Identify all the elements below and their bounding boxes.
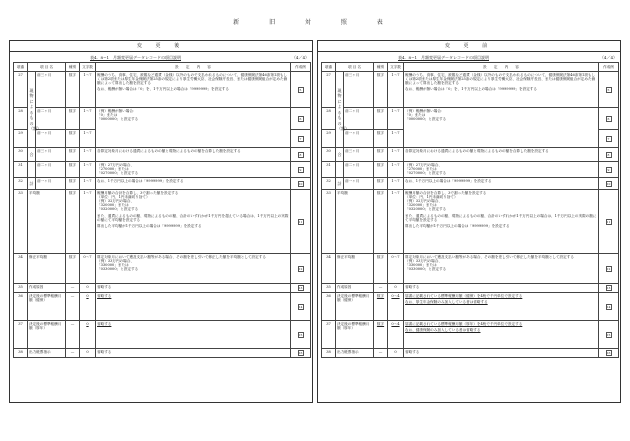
example-ref[interactable]: 10: [606, 181, 611, 186]
table-title: 表4．8−1 月額変更届データレコードの項目説明: [398, 55, 489, 60]
table-row: 37 決定後の標準報酬月額（厚年） 数字 0〜4 届書に記載されている標準報酬月額（厚年）を4桁で千円単位で設定する なお、健康保険のみ加入している者は省略する 15: [322, 321, 619, 349]
table-row: 28 前二ヶ月 数字 1〜7 （例）報酬が無い場合： 「0」または 「0000000」と設定する 6: [14, 108, 311, 130]
example-ref[interactable]: 15: [298, 332, 303, 337]
example-ref[interactable]: 6: [298, 116, 304, 122]
table-row: 27 現物によるもの（額） 前三ヶ月 数字 1〜7 報酬のうち、食事、住宅、被服など通貨（金銭）以外のもので支払われるものについて、健康保険法第46条第1項もしくは第2項または厚生年金保険法第25条の規定により厚生労働大臣、社会保険庁長官、または健康保険組合が定めた価額によって算出した額を設定する なお、報酬が無い場合は「0」を、1千万円以上の場合は「9999999」を設定する 5: [322, 72, 619, 108]
group-label: 現物によるもの（額）: [336, 72, 344, 148]
table-row: 35 作成原因 — 0 省略する 13: [322, 284, 619, 293]
table-row: 34 修正平均額 数字 0〜7 算定対象月において遡及支払い額等がある場合、その額を差し引いて修正した額を平均額として設定する （例）33万円の場合、 「330000」または 「0330000」と設定する 12: [322, 254, 619, 284]
page-number: （4／4）: [599, 55, 617, 60]
table-row: 38 出力帳票指示 — 0 省略する 16: [322, 349, 619, 358]
example-ref[interactable]: 5: [298, 87, 304, 93]
table-row: 31 前二ヶ月 数字 1〜7 （例）27万円の場合、 「270000」または 「0270000」と設定する 9: [14, 162, 311, 178]
example-ref[interactable]: 15: [606, 332, 611, 337]
col-len: 文字数: [80, 63, 96, 72]
panel-header: 変 更 後: [10, 41, 312, 52]
group-label: 計: [28, 178, 36, 190]
header-row: [14, 63, 311, 72]
table-row: 33 平均額 数字 1〜7 報酬月額の合計を合算し、3で割った額を設定する （単位：円、1円未満切り捨て） （例）32万円の場合、 「320000」または 「0320000」と設定する また、通貨によるものの額、現物によるものの額、合計のいずれかが1千万円以上の場合は、1千万円以上の実際の額にて平均額を設定する 算出した平均額が1千万円以上の場合は「9999999」を設定する 11: [322, 190, 619, 254]
table-row: 32 計 前一ヶ月 数字 1〜7 なお、1千万円以上の場合は「9999999」を設定する 10: [322, 178, 619, 190]
example-ref[interactable]: 7: [606, 136, 612, 142]
table-row: 28 前二ヶ月 数字 1〜7 （例）報酬が無い場合： 「0」または 「0000000」と設定する 6: [322, 108, 619, 130]
table-title-row: [10, 52, 312, 62]
example-ref[interactable]: 12: [606, 266, 611, 271]
table-row: 32 計 前一ヶ月 数字 1〜7 なお、1千万円以上の場合は「9999999」を設定する 10: [14, 178, 311, 190]
table-title: 表4．8−1 月額変更届データレコードの項目説明: [90, 55, 181, 60]
example-ref[interactable]: 14: [298, 304, 303, 309]
group-label: 現物によるもの（額）: [28, 72, 36, 148]
col-desc: 設 定 内 容: [96, 63, 291, 72]
table-row: 36 決定後の標準報酬月額（健保） — 0 省略する 14: [14, 293, 311, 321]
example-ref[interactable]: 5: [606, 87, 612, 93]
col-desc: 設 定 内 容: [404, 63, 599, 72]
page-number: （4／4）: [291, 55, 309, 60]
table-row: 37 決定後の標準報酬月額（厚年） — 0 省略する 15: [14, 321, 311, 349]
table-row: 30 合 前三ヶ月 数字 1〜7 各算定対象月における通貨によるものの額と現物によるものの額を合算した額を設定する 8: [322, 148, 619, 162]
example-ref[interactable]: 6: [606, 116, 612, 122]
table-row: 36 決定後の標準報酬月額（健保） 数字 0〜4 届書に記載されている標準報酬月額（健保）を4桁で千円単位で設定する なお、厚生年金保険のみ加入している者は省略する 14: [322, 293, 619, 321]
col-name: 項 目 名: [336, 63, 374, 72]
example-ref[interactable]: 11: [298, 219, 303, 224]
table-row: 33 平均額 数字 1〜7 報酬月額の合計を合算し、3で割った額を設定する （単位：円、1円未満切り捨て） （例）32万円の場合、 「320000」または 「0320000」と設定する また、通貨によるものの額、現物によるものの額、合計のいずれかが1千万円を超えている場合は、1千万円以上の実際の額にて平均額を設定する 算出した平均額が1千万円以上の場合は「9999999」を設定する 11: [14, 190, 311, 254]
example-ref[interactable]: 14: [606, 304, 611, 309]
header-row: [322, 63, 619, 72]
example-ref[interactable]: 7: [298, 136, 304, 142]
example-ref[interactable]: 16: [298, 351, 303, 355]
col-example: 作成例: [291, 63, 311, 72]
table-row: 29 前一ヶ月 数字 1〜7 7: [322, 130, 619, 148]
example-ref[interactable]: 8: [606, 152, 612, 158]
example-ref[interactable]: 9: [298, 167, 304, 173]
group-label: 合: [336, 148, 344, 162]
example-ref[interactable]: 13: [298, 286, 303, 290]
table-row: 38 出力帳票指示 — 0 省略する 16: [14, 349, 311, 358]
panel-header: 変 更 前: [318, 41, 620, 52]
before-panel: [317, 40, 621, 403]
col-no: 項番: [14, 63, 28, 72]
table-row: 30 合 前三ヶ月 数字 1〜7 各算定対象月における通貨によるものの額と現物によるものの額を合算した額を設定する 8: [14, 148, 311, 162]
col-name: 項 目 名: [28, 63, 66, 72]
example-ref[interactable]: 13: [606, 286, 611, 290]
example-ref[interactable]: 11: [606, 219, 611, 224]
item-table: [13, 62, 311, 358]
col-type: 種別: [66, 63, 80, 72]
col-example: 作成例: [599, 63, 619, 72]
example-ref[interactable]: 12: [298, 266, 303, 271]
example-ref[interactable]: 9: [606, 167, 612, 173]
col-len: 文字数: [388, 63, 404, 72]
col-no: 項番: [322, 63, 336, 72]
table-row: 27 現物によるもの（額） 前三ヶ月 数字 1〜7 報酬のうち、食事、住宅、被服など通貨（金銭）以外のもので支払われるものについて、健康保険法第46条第1項もしくは第2項または厚生年金保険法第25条の規定により厚生労働大臣、社会保険庁長官、または健康保険組合が定めた価額によって算出した額を設定する なお、報酬が無い場合は「0」を、1千万円以上の場合は「9999999」を設定する 5: [14, 72, 311, 108]
table-row: 31 前二ヶ月 数字 1〜7 （例）27万円の場合、 「270000」または 「0270000」と設定する 9: [322, 162, 619, 178]
table-row: 35 作成原因 — 0 省略する 13: [14, 284, 311, 293]
page-title: 新 旧 対 照 表: [233, 19, 397, 26]
table-row: 34 修正平均額 数字 0〜7 算定対象月において遡及支払い額等がある場合、その額を差し引いて修正した額を平均額として設定する （例）33万円の場合、 「330000」または 「0330000」と設定する 12: [14, 254, 311, 284]
example-ref[interactable]: 10: [298, 181, 303, 186]
example-ref[interactable]: 16: [606, 351, 611, 355]
table-row: 29 前一ヶ月 数字 1〜7 7: [14, 130, 311, 148]
item-table: [321, 62, 619, 358]
example-ref[interactable]: 8: [298, 152, 304, 158]
col-type: 種別: [374, 63, 388, 72]
after-panel: [9, 40, 313, 403]
table-title-row: [318, 52, 620, 62]
group-label: 合: [28, 148, 36, 162]
group-label: 計: [336, 178, 344, 190]
